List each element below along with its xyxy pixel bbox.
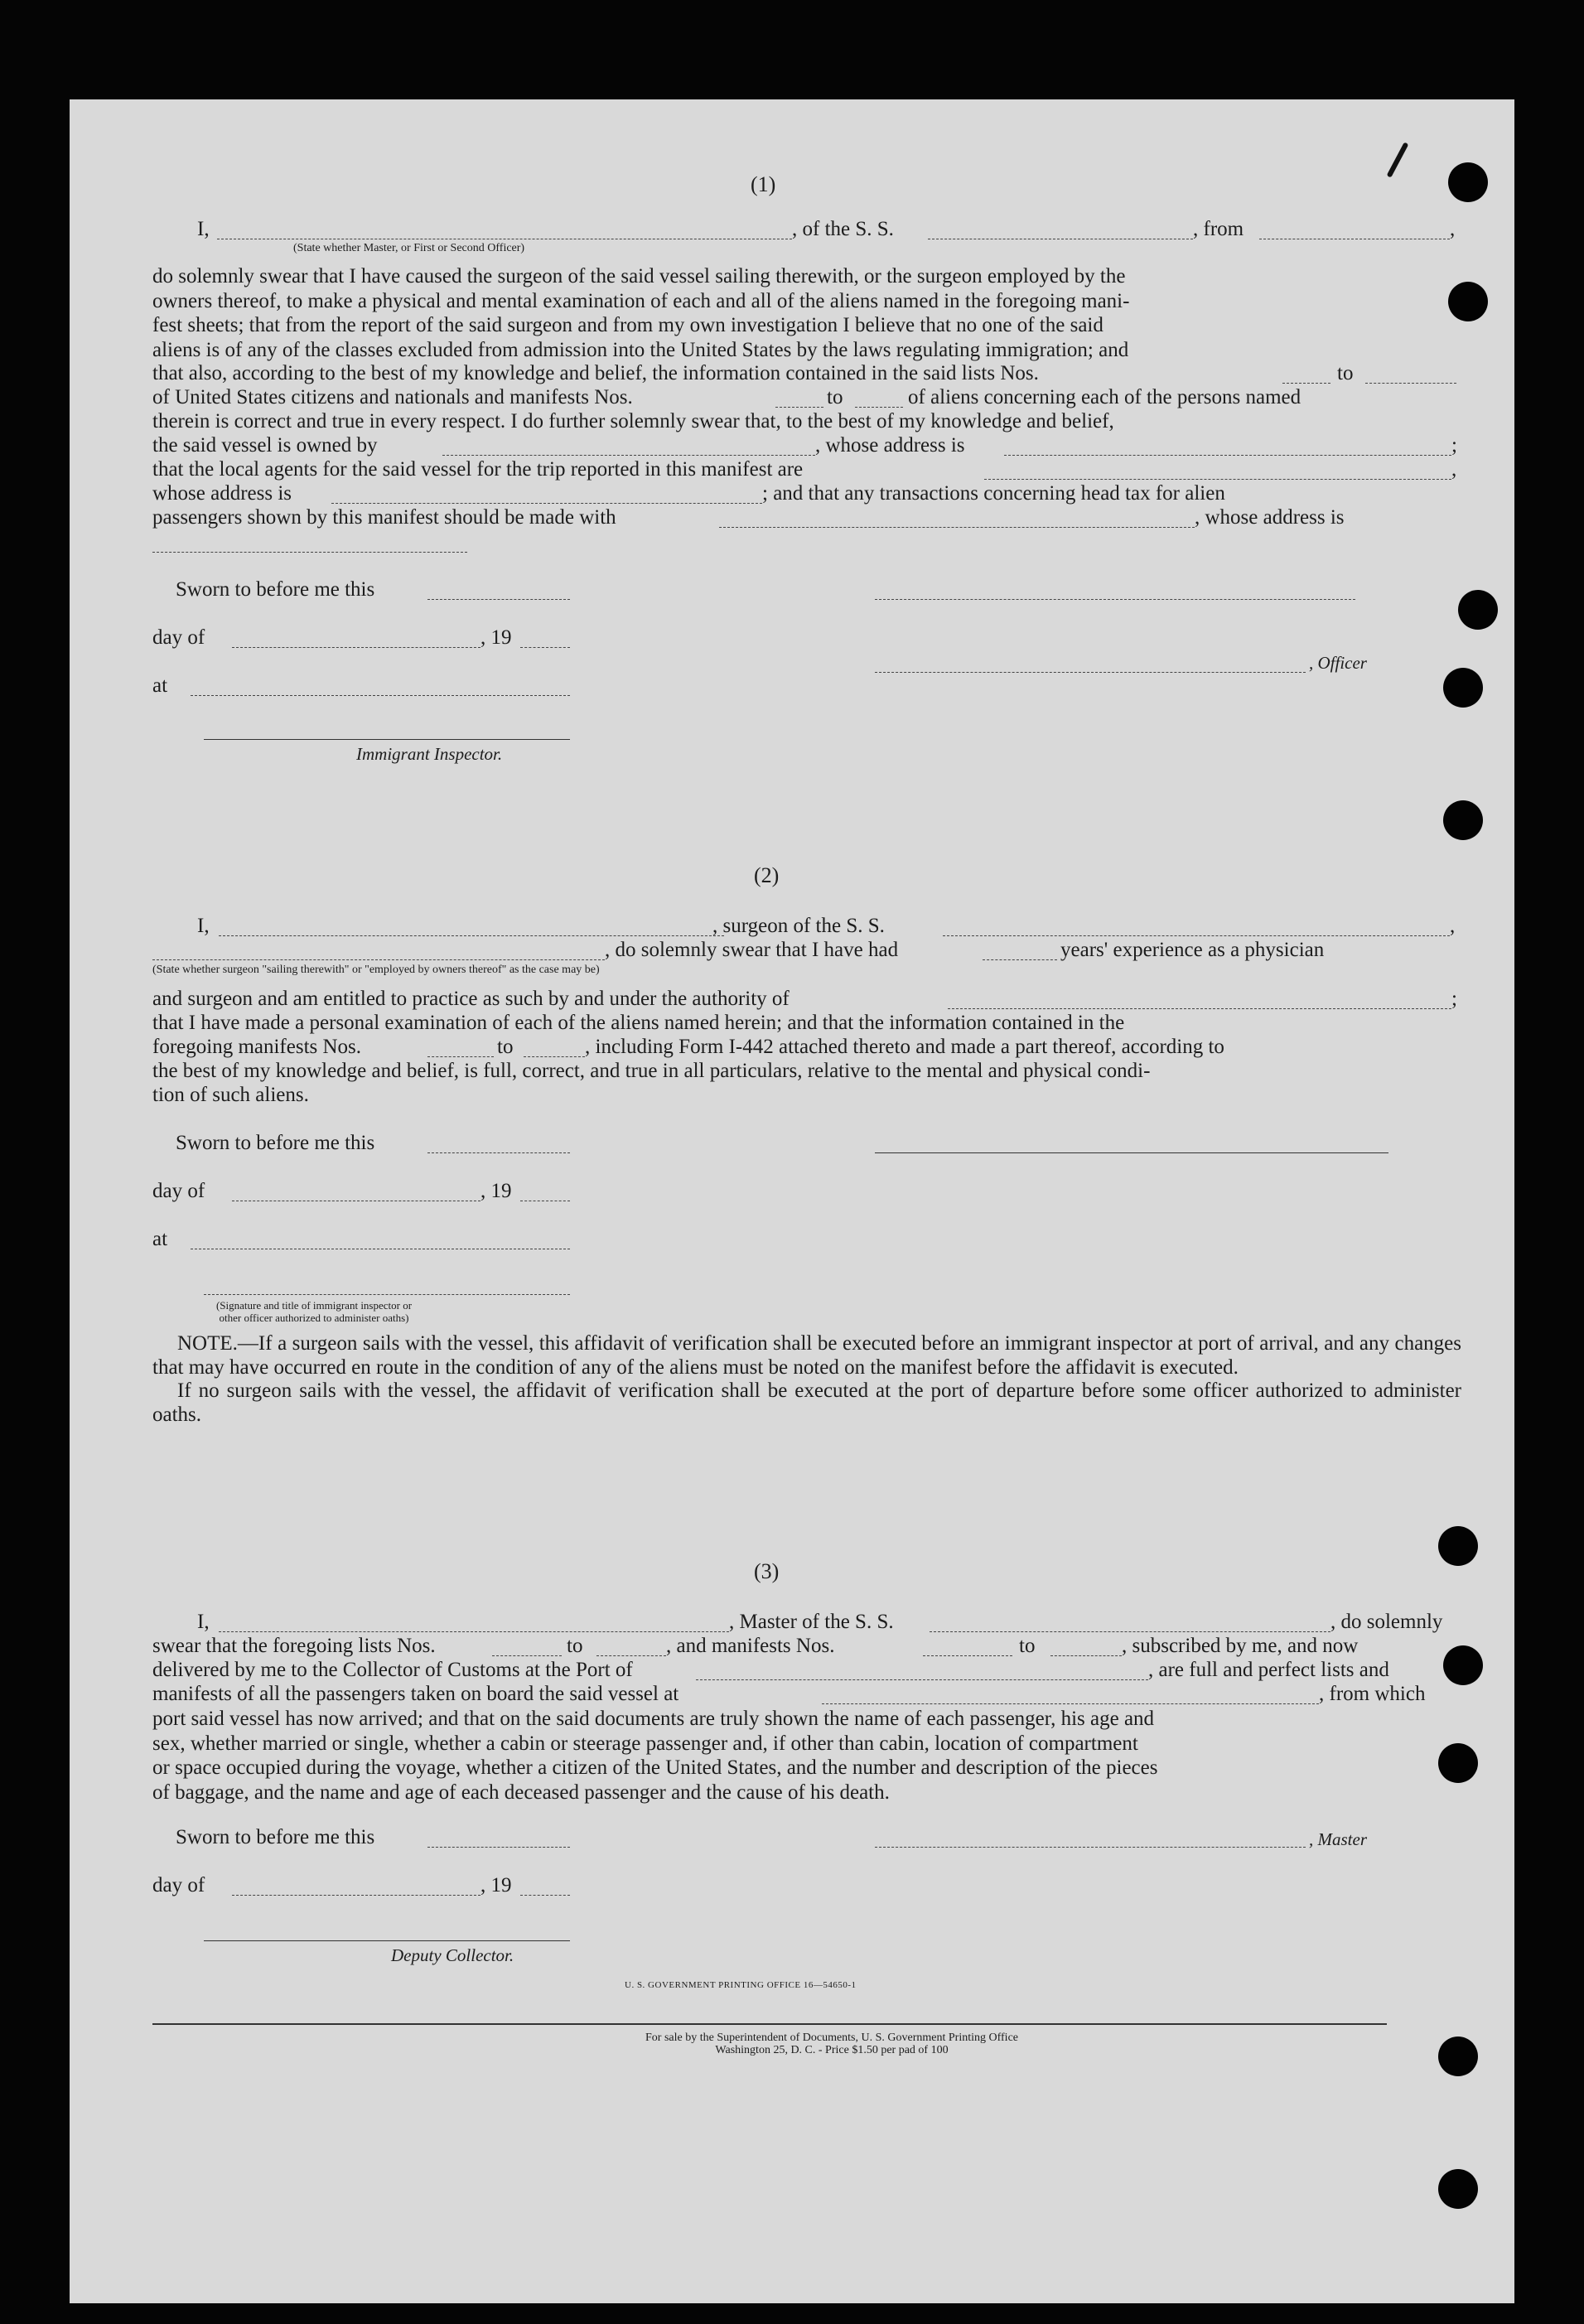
- at-label: at: [152, 1228, 168, 1250]
- master-of-label: , Master of the S. S.: [729, 1611, 894, 1633]
- sale-line-1: For sale by the Superintendent of Documents, U. S. Government Printing Office: [645, 2032, 1018, 2044]
- section-1-line: do solemnly swear that I have caused the surgeon of the said vessel sailing therewith, or the surgeon employed by the: [152, 265, 1126, 287]
- punch-hole: [1458, 590, 1498, 630]
- to-label: to: [567, 1635, 583, 1657]
- do-solemnly: , do solemnly: [1330, 1611, 1443, 1633]
- section-3-line: sex, whether married or single, whether a cabin or steerage passenger and, if other than cabin, location of compartment: [152, 1732, 1138, 1755]
- section-1-line: whose address is: [152, 482, 292, 505]
- master-lists-to-field[interactable]: [596, 1655, 666, 1656]
- section-3-line: or space occupied during the voyage, whether a citizen of the United States, and the number and description of the pieces: [152, 1756, 1158, 1779]
- section-1-state-note: (State whether Master, or First or Second Officer): [293, 242, 525, 254]
- section-1-line: that also, according to the best of my knowledge and belief, the information contained in the said lists Nos.: [152, 362, 1039, 384]
- head-tax-party-field[interactable]: [719, 527, 1195, 528]
- aliens-concerning: of aliens concerning each of the persons named: [908, 386, 1301, 408]
- comma: ,: [1450, 915, 1456, 937]
- officer-title-field[interactable]: [875, 672, 1306, 673]
- footer-rule: [152, 2023, 1387, 2025]
- at-label: at: [152, 674, 168, 697]
- sale-line-2: Washington 25, D. C. - Price $1.50 per pad of 100: [715, 2044, 949, 2056]
- section-3-lead: I,: [197, 1611, 210, 1633]
- sworn-label: Sworn to before me this: [176, 578, 375, 601]
- sworn-label: Sworn to before me this: [176, 1826, 375, 1848]
- collector-label: Deputy Collector.: [391, 1945, 514, 1965]
- semicolon: ;: [1451, 434, 1457, 457]
- punch-hole: [1443, 800, 1483, 840]
- head-tax-text: ; and that any transactions concerning head tax for alien: [762, 482, 1225, 505]
- note-block: [152, 1332, 1461, 1427]
- month-field[interactable]: [232, 1895, 481, 1896]
- years-experience-field[interactable]: [983, 959, 1057, 960]
- master-lists-from-field[interactable]: [492, 1655, 562, 1656]
- year-label: , 19: [481, 1180, 512, 1202]
- note-2: If no surgeon sails with the vessel, the affidavit of verification shall be executed at the port of departure before some officer authorized to administer oaths.: [152, 1379, 1461, 1426]
- master-manifests-to-field[interactable]: [1050, 1655, 1122, 1656]
- punch-hole: [1438, 2169, 1478, 2209]
- authorized-signature-field[interactable]: [204, 1294, 570, 1295]
- punch-hole: [1443, 1645, 1483, 1685]
- master-vessel-field[interactable]: [930, 1631, 1330, 1632]
- section-1-line: the said vessel is owned by: [152, 434, 378, 457]
- day-of-label: day of: [152, 1180, 205, 1202]
- surgeon-manifests-to-field[interactable]: [524, 1056, 585, 1057]
- manifests-to-field[interactable]: [855, 407, 903, 408]
- to-label: to: [1337, 362, 1354, 384]
- sworn-label: Sworn to before me this: [176, 1132, 375, 1154]
- semicolon: ;: [1451, 988, 1457, 1010]
- section-3-line: port said vessel has now arrived; and that on the said documents are truly shown the name of each passenger, his age and: [152, 1708, 1155, 1730]
- punch-hole: [1448, 282, 1488, 321]
- section-1-line: therein is correct and true in every respect. I do further solemnly swear that, to the best of my knowledge and belief,: [152, 410, 1114, 432]
- section-1-line: owners thereof, to make a physical and mental examination of each and all of the aliens named in the foregoing mani-: [152, 289, 1130, 312]
- form-page: [70, 99, 1514, 2303]
- authority-field[interactable]: [948, 1008, 1451, 1009]
- surgeon-signature-line[interactable]: [875, 1152, 1388, 1153]
- master-manifests-from-field[interactable]: [923, 1655, 1012, 1656]
- section-2-line: that I have made a personal examination of each of the aliens named herein; and that the information contained in the: [152, 1012, 1125, 1034]
- officer-label: , Officer: [1309, 653, 1367, 673]
- surgeon-of-label: , surgeon of the S. S.: [712, 915, 885, 937]
- punch-hole: [1448, 162, 1488, 202]
- section-3-line: , from which: [1319, 1683, 1426, 1705]
- section-3-line: delivered by me to the Collector of Customs at the Port of: [152, 1659, 633, 1681]
- day-of-label: day of: [152, 626, 205, 649]
- swear-text: , do solemnly swear that I have had: [605, 939, 899, 961]
- physician-text: years' experience as a physician: [1060, 939, 1325, 961]
- month-field[interactable]: [232, 647, 481, 648]
- owner-field[interactable]: [442, 455, 815, 456]
- to-label: to: [1019, 1635, 1036, 1657]
- section-1-line: fest sheets; that from the report of the said surgeon and from my own investigation I believe that no one of the said: [152, 314, 1103, 336]
- section-3-number: (3): [754, 1559, 780, 1583]
- lists-to-field[interactable]: [1365, 383, 1456, 384]
- section-1-line: aliens is of any of the classes excluded from admission into the United States by the laws regulating immigration; and: [152, 338, 1129, 361]
- owner-address-field[interactable]: [1004, 455, 1451, 456]
- lists-from-field[interactable]: [1282, 383, 1330, 384]
- whose-address-label: , whose address is: [815, 434, 965, 457]
- from-label: , from: [1193, 218, 1244, 240]
- collector-signature-line[interactable]: [204, 1940, 570, 1941]
- section-1-line: of United States citizens and nationals and manifests Nos.: [152, 386, 633, 408]
- signature-note: (Signature and title of immigrant inspector or other officer authorized to administer oaths): [215, 1299, 413, 1324]
- surgeon-status-field[interactable]: [152, 959, 605, 960]
- year-field[interactable]: [520, 1895, 570, 1896]
- punch-hole: [1438, 2037, 1478, 2076]
- sale-notice: [152, 2032, 1511, 2056]
- master-name-field[interactable]: [219, 1631, 729, 1632]
- section-3-line: , and manifests Nos.: [666, 1635, 835, 1657]
- master-label: , Master: [1309, 1829, 1367, 1849]
- section-3-line: swear that the foregoing lists Nos.: [152, 1635, 436, 1657]
- section-3-line: manifests of all the passengers taken on board the said vessel at: [152, 1683, 679, 1705]
- departure-port-field[interactable]: [822, 1703, 1319, 1704]
- section-2-line: tion of such aliens.: [152, 1084, 309, 1106]
- year-label: , 19: [481, 1874, 512, 1896]
- sworn-date-field[interactable]: [427, 1847, 570, 1848]
- section-2-number: (2): [754, 863, 780, 887]
- customs-port-field[interactable]: [696, 1679, 1148, 1680]
- local-agents-field[interactable]: [984, 479, 1451, 480]
- section-2-line: the best of my knowledge and belief, is full, correct, and true in all particulars, relative to the mental and physical condi-: [152, 1060, 1151, 1082]
- surgeon-name-field[interactable]: [219, 935, 724, 936]
- section-3-line: , are full and perfect lists and: [1148, 1659, 1389, 1681]
- punch-hole: [1438, 1526, 1478, 1566]
- punch-hole: [1443, 668, 1483, 708]
- whose-address-end: , whose address is: [1195, 506, 1345, 529]
- section-1-line: that the local agents for the said vessel for the trip reported in this manifest are: [152, 458, 804, 481]
- sworn-date-field[interactable]: [427, 599, 570, 600]
- master-signature-field[interactable]: [875, 1847, 1306, 1848]
- from-comma: ,: [1450, 218, 1456, 240]
- day-of-label: day of: [152, 1874, 205, 1896]
- section-1-number: (1): [751, 172, 776, 196]
- section-1-body: [152, 264, 1461, 362]
- section-2-line: foregoing manifests Nos.: [152, 1036, 362, 1058]
- officer-signature-field[interactable]: [875, 599, 1355, 600]
- head-tax-address-field[interactable]: [152, 552, 467, 553]
- place-field[interactable]: [191, 695, 570, 696]
- punch-hole: [1438, 1743, 1478, 1783]
- inspector-signature-line[interactable]: [204, 739, 570, 740]
- note-1: —If a surgeon sails with the vessel, this affidavit of verification shall be executed before an immigrant inspector at port of arrival, and any changes that may have occurred en route in the condition of any of the aliens must be noted on the manifest before the affidavit is executed.: [152, 1332, 1461, 1379]
- section-3-line: , subscribed by me, and now: [1122, 1635, 1359, 1657]
- year-field[interactable]: [520, 647, 570, 648]
- surgeon-vessel-field[interactable]: [943, 935, 1450, 936]
- year-label: , 19: [481, 626, 512, 649]
- comma: ,: [1451, 458, 1457, 481]
- section-1-lead: I,: [197, 218, 210, 240]
- section-2-lead: I,: [197, 915, 210, 937]
- manifests-from-field[interactable]: [775, 407, 823, 408]
- section-2-line: , including Form I-442 attached thereto and made a part thereof, according to: [585, 1036, 1224, 1058]
- to-label: to: [827, 386, 843, 408]
- note-label: NOTE.: [177, 1332, 238, 1355]
- section-2-state-note: (State whether surgeon "sailing therewith" or "employed by owners thereof" as the case may be): [152, 964, 600, 976]
- section-2-line: and surgeon and am entitled to practice as such by and under the authority of: [152, 988, 790, 1010]
- surgeon-manifests-from-field[interactable]: [427, 1056, 494, 1057]
- section-3-body: [152, 1707, 1461, 1805]
- of-ss-label: , of the S. S.: [792, 218, 894, 240]
- agents-address-field[interactable]: [331, 503, 762, 504]
- to-label: to: [497, 1036, 514, 1058]
- gpo-imprint: U. S. GOVERNMENT PRINTING OFFICE 16—54650-1: [625, 1980, 857, 1990]
- inspector-label: Immigrant Inspector.: [356, 744, 503, 764]
- section-3-line: of baggage, and the name and age of each deceased passenger and the cause of his death.: [152, 1780, 890, 1804]
- section-1-line: passengers shown by this manifest should be made with: [152, 506, 616, 529]
- sworn-date-field[interactable]: [427, 1152, 570, 1153]
